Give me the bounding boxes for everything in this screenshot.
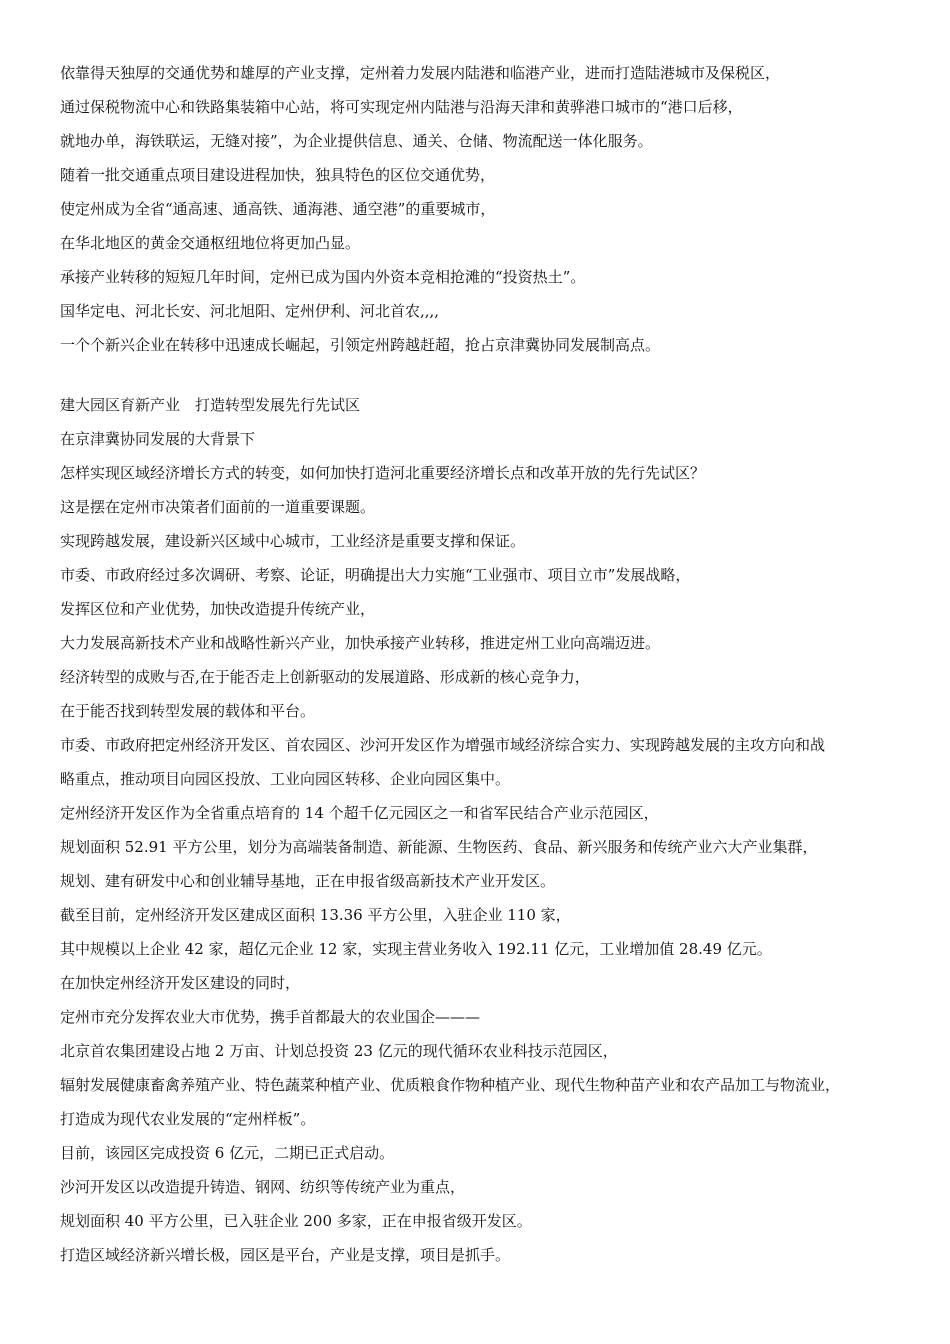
paragraph-line: 规划面积 40 平方公里，已入驻企业 200 多家，正在申报省级开发区。: [60, 1212, 532, 1230]
paragraph-line: 辐射发展健康畜禽养殖产业、特色蔬菜种植产业、优质粮食作物种植产业、现代生物种苗产业和农产品加工与物流业，: [60, 1076, 841, 1094]
paragraph-line: 规划、建有研发中心和创业辅导基地，正在申报省级高新技术产业开发区。: [60, 872, 556, 890]
paragraph-line: 使定州成为全省“通高速、通高铁、通海港、通空港”的重要城市，: [60, 200, 496, 218]
paragraph-line: 打造区域经济新兴增长极，园区是平台，产业是支撑，项目是抓手。: [60, 1246, 511, 1264]
paragraph-line: 略重点，推动项目向园区投放、工业向园区转移、企业向园区集中。: [60, 770, 511, 788]
paragraph-line: 发挥区位和产业优势，加快改造提升传统产业，: [60, 600, 376, 618]
section-transport: [60, 61, 910, 367]
document-body: [60, 61, 910, 1277]
paragraph-line: 实现跨越发展，建设新兴区域中心城市，工业经济是重要支撑和保证。: [60, 532, 526, 550]
paragraph-line: 截至目前，定州经济开发区建成区面积 13.36 平方公里，入驻企业 110 家，: [60, 906, 571, 924]
paragraph-line: 大力发展高新技术产业和战略性新兴产业，加快承接产业转移，推进定州工业向高端迈进。: [60, 634, 661, 652]
paragraph-line: 经济转型的成败与否,在于能否走上创新驱动的发展道路、形成新的核心竞争力，: [60, 668, 590, 686]
paragraph-line: 这是摆在定州市决策者们面前的一道重要课题。: [60, 498, 376, 516]
paragraph-line: 在加快定州经济开发区建设的同时，: [60, 974, 301, 992]
paragraph-line: 就地办单，海铁联运，无缝对接”，为企业提供信息、通关、仓储、物流配送一体化服务。: [60, 132, 653, 150]
paragraph-line: 国华定电、河北长安、河北旭阳、定州伊利、河北首农,,,,: [60, 302, 440, 320]
section-heading: 建大园区育新产业 打造转型发展先行先试区: [60, 396, 361, 414]
paragraph-line: 在于能否找到转型发展的载体和平台。: [60, 702, 316, 720]
paragraph-line: 规划面积 52.91 平方公里，划分为高端装备制造、新能源、生物医药、食品、新兴服务和传统产业六大产业集群，: [60, 838, 818, 856]
paragraph-line: 沙河开发区以改造提升铸造、钢网、纺织等传统产业为重点，: [60, 1178, 466, 1196]
paragraph-line: 定州经济开发区作为全省重点培育的 14 个超千亿元园区之一和省军民结合产业示范园区，: [60, 804, 659, 822]
section-industrial-parks: [60, 393, 910, 1277]
paragraph-line: 在京津冀协同发展的大背景下: [60, 430, 256, 448]
paragraph-line: 通过保税物流中心和铁路集装箱中心站，将可实现定州内陆港与沿海天津和黄骅港口城市的“港口后移，: [60, 98, 743, 116]
paragraph-line: 承接产业转移的短短几年时间，定州已成为国内外资本竞相抢滩的“投资热土”。: [60, 268, 586, 286]
paragraph-line: 北京首农集团建设占地 2 万亩、计划总投资 23 亿元的现代循环农业科技示范园区，: [60, 1042, 618, 1060]
paragraph-line: 其中规模以上企业 42 家，超亿元企业 12 家，实现主营业务收入 192.11 亿元，工业增加值 28.49 亿元。: [60, 940, 772, 958]
paragraph-line: 市委、市政府把定州经济开发区、首农园区、沙河开发区作为增强市域经济综合实力、实现跨越发展的主攻方向和战: [60, 736, 826, 754]
paragraph-line: 目前，该园区完成投资 6 亿元，二期已正式启动。: [60, 1144, 395, 1162]
paragraph-line: 一个个新兴企业在转移中迅速成长崛起，引领定州跨越赶超，抢占京津冀协同发展制高点。: [60, 336, 661, 354]
section-spacer: [60, 367, 910, 393]
paragraph-line: 怎样实现区域经济增长方式的转变，如何加快打造河北重要经济增长点和改革开放的先行先试区？: [60, 464, 706, 482]
paragraph-line: 依靠得天独厚的交通优势和雄厚的产业支撑，定州着力发展内陆港和临港产业，进而打造陆港城市及保税区，: [60, 64, 781, 82]
paragraph-line: 打造成为现代农业发展的“定州样板”。: [60, 1110, 316, 1128]
paragraph-line: 定州市充分发挥农业大市优势，携手首都最大的农业国企———: [60, 1008, 481, 1026]
paragraph-line: 市委、市政府经过多次调研、考察、论证，明确提出大力实施“工业强市、项目立市”发展战略，: [60, 566, 691, 584]
paragraph-line: 随着一批交通重点项目建设进程加快，独具特色的区位交通优势，: [60, 166, 496, 184]
paragraph-line: 在华北地区的黄金交通枢纽地位将更加凸显。: [60, 234, 361, 252]
